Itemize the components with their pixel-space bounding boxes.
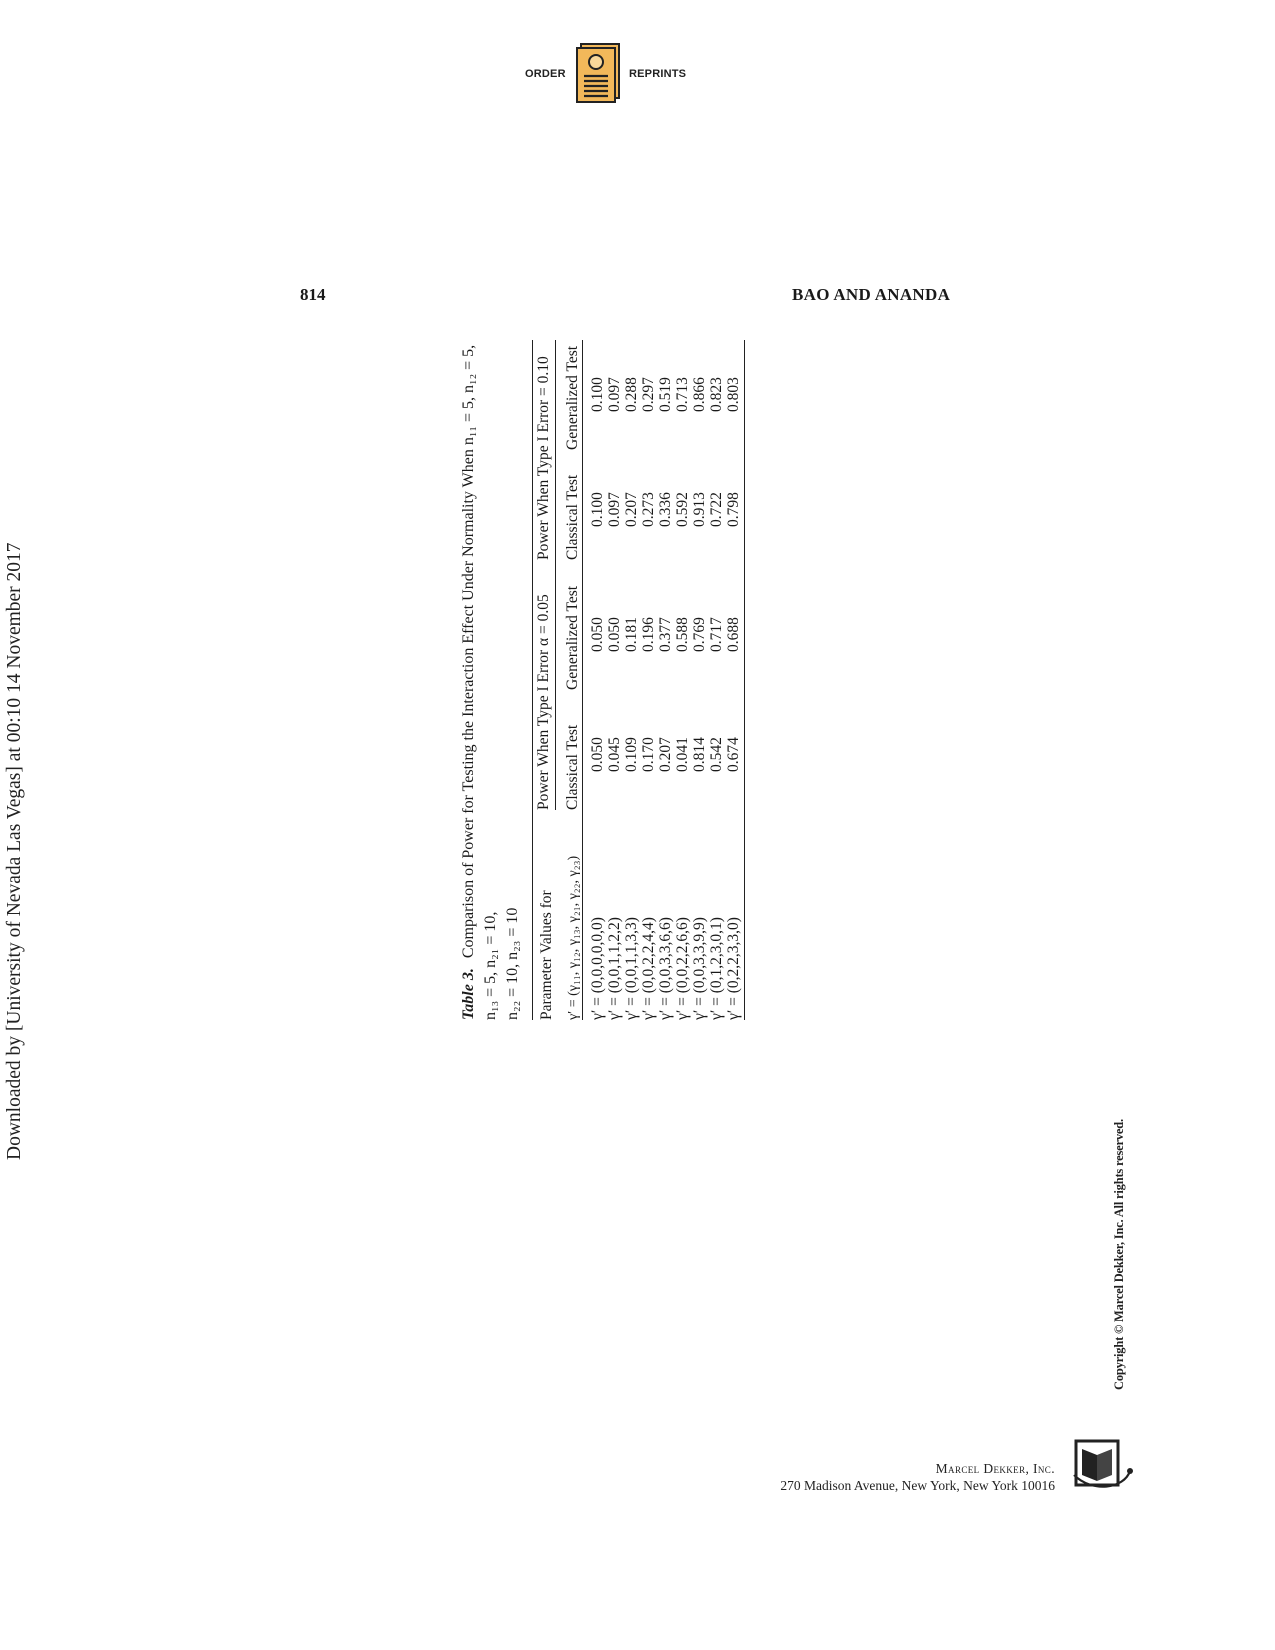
row-param: γ′ = (0,2,2,3,3,0) [725, 917, 742, 1020]
cell-classical-10: 0.336 [657, 492, 674, 527]
publisher-logo-icon [1072, 1435, 1134, 1491]
row-param: γ′ = (0,0,3,3,6,6) [657, 917, 674, 1020]
row-param: γ′ = (0,0,1,1,3,3) [623, 917, 640, 1020]
cell-generalized-10: 0.713 [674, 377, 691, 412]
cell-generalized-10: 0.519 [657, 377, 674, 412]
row-param: γ′ = (0,1,2,3,0,1) [708, 917, 725, 1020]
download-stamp: Downloaded by [University of Nevada Las Vegas] at 00:10 14 November 2017 [4, 542, 25, 1160]
cell-generalized-05: 0.688 [725, 617, 742, 652]
cell-generalized-05: 0.181 [623, 617, 640, 652]
cell-classical-10: 0.592 [674, 492, 691, 527]
publisher-block [780, 1460, 1055, 1494]
cell-generalized-10: 0.803 [725, 377, 742, 412]
publisher-address: 270 Madison Avenue, New York, New York 10016 [780, 1478, 1055, 1493]
cell-classical-05: 0.041 [674, 737, 691, 772]
row-param: γ′ = (0,0,0,0,0,0) [589, 917, 606, 1020]
order-link[interactable]: ORDER [525, 68, 566, 80]
reprints-link[interactable]: REPRINTS [629, 68, 687, 80]
cell-generalized-10: 0.100 [589, 377, 606, 412]
cell-classical-05: 0.674 [725, 737, 742, 772]
col-classical-10: Classical Test [556, 450, 583, 565]
cell-generalized-10: 0.297 [640, 377, 657, 412]
table-row [640, 340, 657, 1020]
cell-generalized-10: 0.097 [606, 377, 623, 412]
table-row [583, 340, 606, 1020]
row-param: γ′ = (0,0,2,2,4,4) [640, 917, 657, 1020]
cell-classical-05: 0.170 [640, 737, 657, 772]
group-header-alpha-10: Power When Type I Error = 0.10 [535, 356, 552, 560]
cell-classical-10: 0.913 [691, 492, 708, 527]
order-reprints-banner [525, 42, 685, 108]
col-generalized-05: Generalized Test [556, 565, 583, 690]
caption-line-2: n₂₂ = 10, n₂₃ = 10 [504, 907, 521, 1020]
table-row [725, 340, 742, 1020]
cell-generalized-10: 0.866 [691, 377, 708, 412]
cell-generalized-10: 0.288 [623, 377, 640, 412]
cell-classical-05: 0.045 [606, 737, 623, 772]
cell-classical-10: 0.273 [640, 492, 657, 527]
table-row [691, 340, 708, 1020]
cell-classical-10: 0.097 [606, 492, 623, 527]
group-header-alpha-05: Power When Type I Error α = 0.05 [535, 594, 552, 810]
param-header-line-1: Parameter Values for [537, 890, 555, 1020]
row-param: γ′ = (0,0,1,1,2,2) [606, 917, 623, 1020]
table-row [708, 340, 725, 1020]
caption-line-1: Comparison of Power for Testing the Interaction Effect Under Normality When n₁₁ = 5, n₁₂ = 5, n₁₃ = 5, n₂₁ = 10, [460, 344, 499, 1020]
row-param: γ′ = (0,0,3,3,9,9) [691, 917, 708, 1020]
copyright-notice: Copyright © Marcel Dekker, Inc. All rights reserved. [1112, 1119, 1126, 1390]
cell-classical-05: 0.814 [691, 737, 708, 772]
table-row [623, 340, 640, 1020]
table-caption [458, 340, 524, 1020]
cell-classical-05: 0.109 [623, 737, 640, 772]
table-row [674, 340, 691, 1020]
col-generalized-10: Generalized Test [556, 340, 583, 450]
cell-generalized-05: 0.769 [691, 617, 708, 652]
cell-classical-05: 0.207 [657, 737, 674, 772]
cell-generalized-05: 0.717 [708, 617, 725, 652]
table-3 [458, 340, 828, 1020]
param-header-line-2: γ′ = (γ₁₁, γ₁₂, γ₁₃, γ₂₁, γ₂₂, γ₂₃) [566, 855, 581, 1020]
cell-generalized-05: 0.050 [589, 617, 606, 652]
table-row [606, 340, 623, 1020]
cell-classical-10: 0.207 [623, 492, 640, 527]
cell-classical-10: 0.100 [589, 492, 606, 527]
cell-classical-10: 0.722 [708, 492, 725, 527]
col-classical-05: Classical Test [556, 690, 583, 810]
cell-classical-10: 0.798 [725, 492, 742, 527]
power-table [533, 340, 742, 1020]
table-label: Table 3. [460, 968, 477, 1020]
reprints-document-icon[interactable] [574, 42, 624, 104]
bottom-rule [744, 340, 745, 1020]
cell-generalized-05: 0.377 [657, 617, 674, 652]
cell-generalized-05: 0.196 [640, 617, 657, 652]
cell-generalized-05: 0.588 [674, 617, 691, 652]
cell-generalized-05: 0.050 [606, 617, 623, 652]
table-row [657, 340, 674, 1020]
page-number: 814 [300, 285, 326, 304]
publisher-name: Marcel Dekker, Inc. [935, 1461, 1055, 1476]
running-head: BAO AND ANANDA [792, 285, 951, 304]
cell-generalized-10: 0.823 [708, 377, 725, 412]
cell-classical-05: 0.050 [589, 737, 606, 772]
cell-classical-05: 0.542 [708, 737, 725, 772]
row-param: γ′ = (0,0,2,2,6,6) [674, 917, 691, 1020]
